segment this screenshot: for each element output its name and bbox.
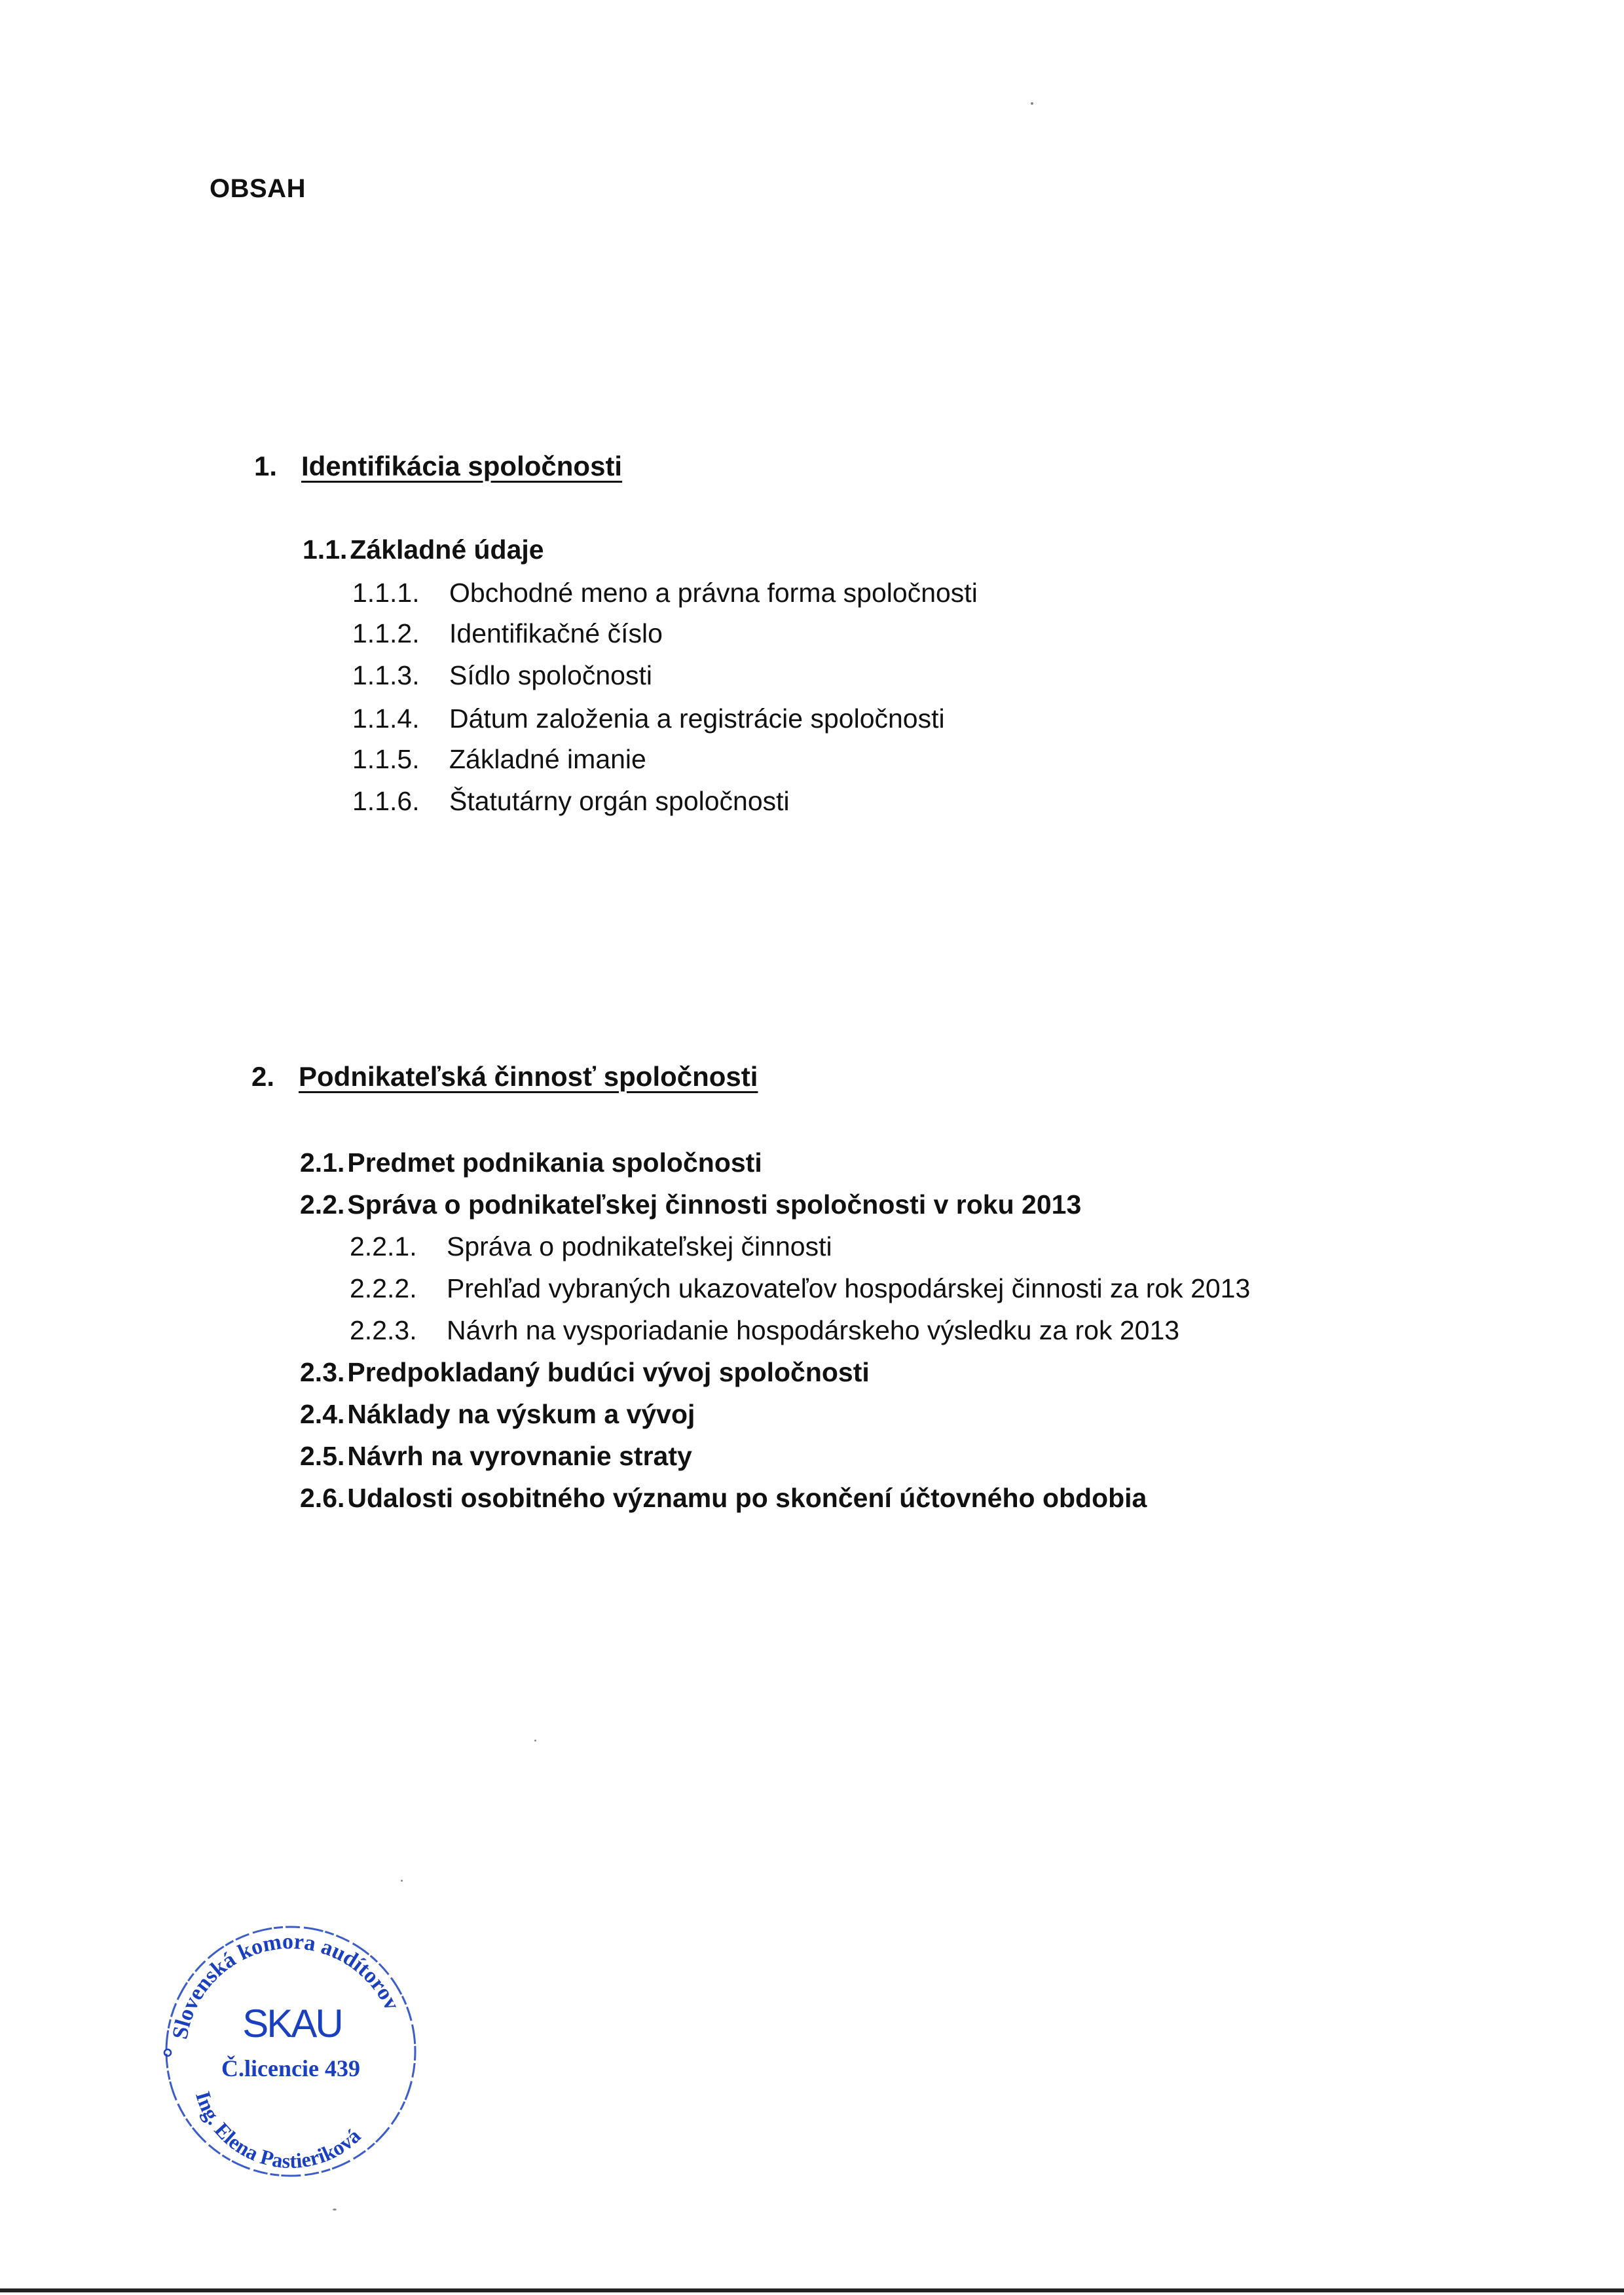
toc-entry [300, 1357, 870, 1388]
toc-entry-text: Sídlo spoločnosti [449, 660, 652, 690]
toc-entry [352, 744, 646, 775]
toc-entry-number: 2.2.2. [350, 1273, 417, 1303]
toc-entry [300, 1189, 1081, 1220]
toc-entry-text: Predpokladaný budúci vývoj spoločnosti [347, 1357, 870, 1387]
stamp-outer-ring [166, 1927, 415, 2176]
stamp-ring-text-top: Slovenská komora audítorov [168, 1929, 405, 2042]
toc-entry-number: 2.4. [300, 1399, 345, 1429]
toc-entry [300, 1399, 695, 1430]
toc-entry-number: 1.1.4. [352, 703, 420, 734]
toc-entry-number: 2.5. [300, 1441, 345, 1471]
toc-entry-number: 2.3. [300, 1357, 345, 1387]
toc-entry-number: 1.1. [303, 534, 348, 565]
toc-entry-text: Predmet podnikania spoločnosti [347, 1148, 762, 1178]
toc-entry-text: Návrh na vyrovnanie straty [347, 1441, 692, 1471]
toc-entry-number: 1.1.1. [352, 578, 420, 608]
toc-entry-text: Správa o podnikateľskej činnosti [447, 1231, 832, 1261]
toc-entry-text: Dátum založenia a registrácie spoločnosti [449, 703, 945, 734]
stamp-logo: SKAU [242, 2002, 342, 2045]
toc-entry-text: Prehľad vybraných ukazovateľov hospodárskej činnosti za rok 2013 [447, 1273, 1251, 1303]
scan-edge-line [0, 2288, 1624, 2292]
toc-entry [352, 660, 652, 691]
toc-entry-number: 2.2.3. [350, 1315, 417, 1345]
toc-entry-number: 2.1. [300, 1148, 345, 1178]
section-title: Podnikateľská činnosť spoločnosti [299, 1061, 758, 1092]
auditor-stamp [152, 1912, 427, 2188]
section-heading-2 [251, 1061, 758, 1092]
stamp-ring-text-bottom: Ing. Elena Pastieriková [191, 2088, 365, 2173]
toc-entry [350, 1231, 832, 1262]
toc-entry-number: 2.2.1. [350, 1231, 417, 1261]
scan-speck [333, 2209, 337, 2211]
toc-entry [303, 534, 544, 565]
toc-entry-number: 1.1.5. [352, 744, 420, 774]
toc-entry [300, 1148, 762, 1178]
toc-entry [352, 703, 945, 734]
toc-entry [352, 578, 978, 608]
toc-entry-number: 1.1.6. [352, 786, 420, 816]
scan-speck [1031, 102, 1033, 105]
toc-entry-text: Udalosti osobitného významu po skončení účtovného obdobia [347, 1483, 1147, 1513]
section-heading-1 [254, 451, 622, 482]
toc-entry-number: 2.6. [300, 1483, 345, 1513]
toc-entry-text: Obchodné meno a právna forma spoločnosti [449, 578, 978, 608]
toc-entry-text: Správa o podnikateľskej činnosti spoločnosti v roku 2013 [347, 1189, 1082, 1220]
toc-entry [350, 1315, 1179, 1346]
toc-entry-text: Návrh na vysporiadanie hospodárskeho výsledku za rok 2013 [447, 1315, 1180, 1345]
toc-entry-text: Štatutárny orgán spoločnosti [449, 786, 790, 816]
toc-entry [300, 1483, 1147, 1514]
toc-entry-text: Základné údaje [350, 534, 544, 565]
section-title: Identifikácia spoločnosti [301, 451, 623, 481]
section-number: 2. [251, 1061, 275, 1092]
toc-entry-number: 1.1.3. [352, 660, 420, 690]
toc-entry-text: Náklady na výskum a vývoj [347, 1399, 695, 1429]
toc-entry [352, 786, 790, 817]
scan-speck [534, 1740, 536, 1742]
stamp-dot [164, 2049, 171, 2056]
toc-entry-number: 1.1.2. [352, 618, 420, 648]
toc-entry-number: 2.2. [300, 1189, 345, 1220]
toc-entry [300, 1441, 692, 1472]
scan-speck [401, 1880, 403, 1882]
document-title: OBSAH [210, 174, 306, 203]
toc-entry-text: Základné imanie [449, 744, 646, 774]
section-number: 1. [254, 451, 278, 481]
toc-entry [350, 1273, 1250, 1304]
toc-entry [352, 618, 663, 649]
toc-entry-text: Identifikačné číslo [449, 618, 663, 648]
stamp-license: Č.licencie 439 [221, 2055, 360, 2081]
